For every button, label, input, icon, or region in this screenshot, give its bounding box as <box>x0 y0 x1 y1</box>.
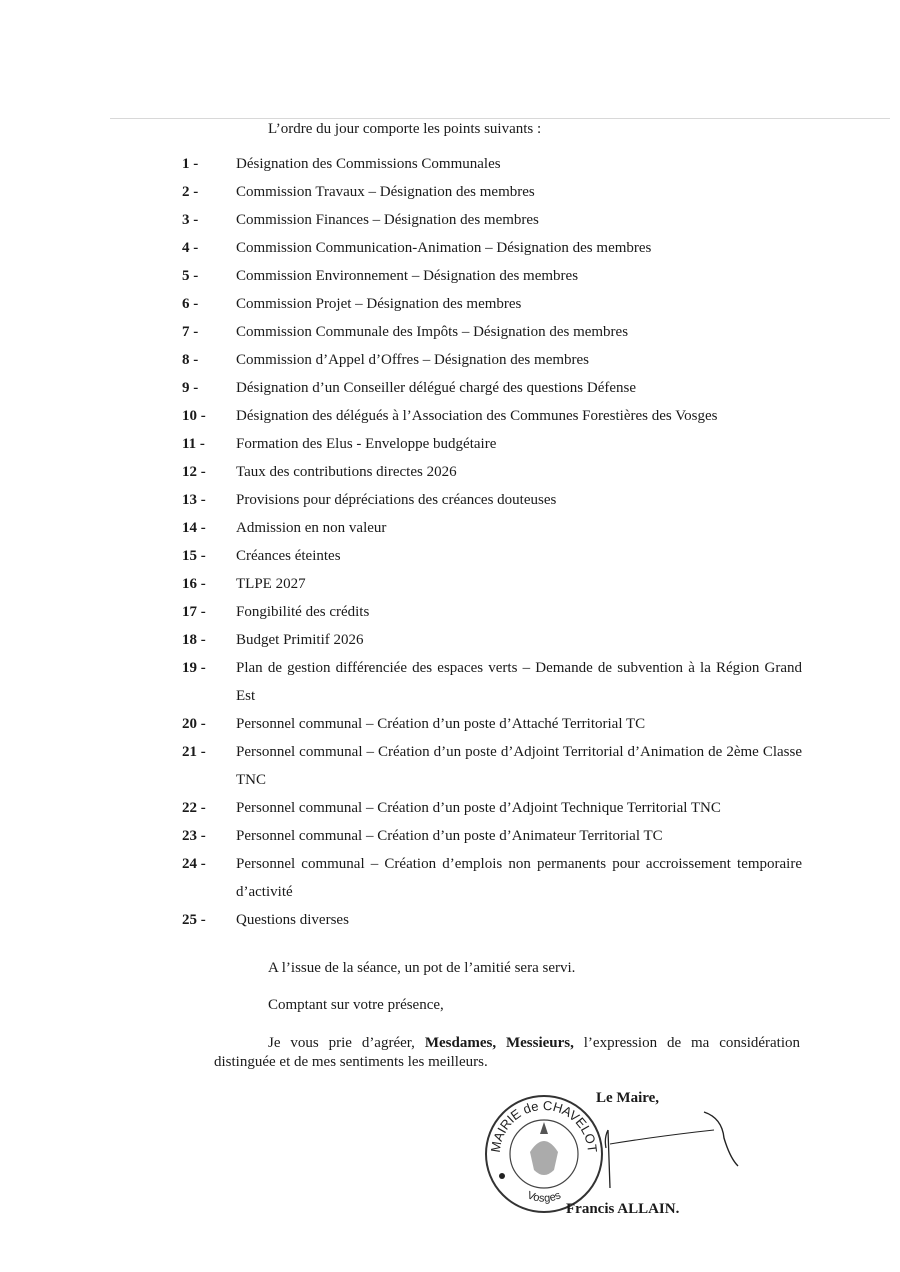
agenda-item-text: Fongibilité des crédits <box>236 604 370 620</box>
agenda-item-text: Personnel communal – Création d’un poste d’Adjoint Territorial d’Animation de 2ème Classe TNC <box>236 744 802 788</box>
agenda-item-text: Créances éteintes <box>236 548 341 564</box>
agenda-item <box>182 654 802 710</box>
agenda-item <box>182 430 802 458</box>
agenda-item-text: TLPE 2027 <box>236 576 306 592</box>
seal-top-text: MAIRIE de CHAVELOT <box>487 1097 601 1154</box>
agenda-item <box>182 514 802 542</box>
signature-scribble <box>596 1108 746 1198</box>
agenda-item-number: 20 - <box>182 716 206 732</box>
agenda-item <box>182 402 802 430</box>
agenda-item-number: 19 - <box>182 660 206 676</box>
agenda-item <box>182 486 802 514</box>
scan-artifact-line <box>110 118 890 119</box>
agenda-item-number: 16 - <box>182 576 206 592</box>
agenda-item-text: Personnel communal – Création d’un poste d’Animateur Territorial TC <box>236 828 663 844</box>
agenda-item-number: 3 - <box>182 212 199 228</box>
agenda-item-number: 23 - <box>182 828 206 844</box>
agenda-item-number: 5 - <box>182 268 199 284</box>
agenda-item-text: Commission Travaux – Désignation des membres <box>236 184 535 200</box>
salutation-post: l’expression de ma considération distinguée et de mes sentiments les meilleurs. <box>214 1035 801 1070</box>
agenda-item-number: 21 - <box>182 744 206 760</box>
agenda-list <box>182 150 802 934</box>
agenda-item-text: Commission d’Appel d’Offres – Désignation des membres <box>236 352 590 368</box>
mairie-seal-icon <box>482 1092 606 1216</box>
seal-bottom-text: Vosges <box>525 1189 563 1205</box>
agenda-item <box>182 710 802 738</box>
agenda-item <box>182 738 802 794</box>
agenda-item-text: Commission Communale des Impôts – Désignation des membres <box>236 324 629 340</box>
closing-pot: A l’issue de la séance, un pot de l’amitié sera servi. <box>268 960 576 976</box>
agenda-item <box>182 822 802 850</box>
agenda-item <box>182 626 802 654</box>
agenda-item-number: 8 - <box>182 352 199 368</box>
agenda-item-text: Commission Environnement – Désignation des membres <box>236 268 579 284</box>
agenda-item-text: Personnel communal – Création d’un poste d’Adjoint Technique Territorial TNC <box>236 800 721 816</box>
agenda-item-text: Taux des contributions directes 2026 <box>236 464 457 480</box>
agenda-item-number: 10 - <box>182 408 206 424</box>
agenda-item-number: 11 - <box>182 436 205 452</box>
agenda-item <box>182 374 802 402</box>
agenda-item-text: Budget Primitif 2026 <box>236 632 364 648</box>
agenda-item-number: 17 - <box>182 604 206 620</box>
agenda-item-number: 6 - <box>182 296 199 312</box>
agenda-item <box>182 598 802 626</box>
agenda-intro: L’ordre du jour comporte les points suivants : <box>268 121 542 137</box>
agenda-item-number: 25 - <box>182 912 206 928</box>
closing-salutation <box>214 1034 800 1072</box>
agenda-item <box>182 906 802 934</box>
agenda-item <box>182 206 802 234</box>
agenda-item-number: 15 - <box>182 548 206 564</box>
agenda-item <box>182 290 802 318</box>
agenda-item-text: Commission Finances – Désignation des membres <box>236 212 539 228</box>
agenda-item <box>182 234 802 262</box>
agenda-item-text: Désignation des Commissions Communales <box>236 156 501 172</box>
agenda-item-text: Commission Projet – Désignation des membres <box>236 296 522 312</box>
agenda-item-text: Commission Communication-Animation – Désignation des membres <box>236 240 652 256</box>
agenda-item-text: Provisions pour dépréciations des créances douteuses <box>236 492 557 508</box>
agenda-item <box>182 458 802 486</box>
agenda-item-number: 14 - <box>182 520 206 536</box>
agenda-item <box>182 262 802 290</box>
agenda-item-number: 18 - <box>182 632 206 648</box>
agenda-item-number: 9 - <box>182 380 199 396</box>
agenda-item-number: 13 - <box>182 492 206 508</box>
mayor-name: Francis ALLAIN. <box>566 1201 680 1217</box>
agenda-item <box>182 542 802 570</box>
salutation-bold: Mesdames, Messieurs, <box>424 1035 574 1051</box>
agenda-item <box>182 794 802 822</box>
agenda-item <box>182 318 802 346</box>
agenda-item-number: 2 - <box>182 184 199 200</box>
agenda-item <box>182 570 802 598</box>
agenda-item <box>182 850 802 906</box>
mayor-title: Le Maire, <box>596 1090 660 1106</box>
agenda-item-text: Personnel communal – Création d’emplois non permanents pour accroissement temporaire d’activité <box>236 856 802 900</box>
agenda-item <box>182 346 802 374</box>
agenda-item-text: Désignation des délégués à l’Association des Communes Forestières des Vosges <box>236 408 718 424</box>
agenda-item-number: 1 - <box>182 156 199 172</box>
agenda-item-text: Formation des Elus - Enveloppe budgétaire <box>236 436 497 452</box>
agenda-item-text: Questions diverses <box>236 912 349 928</box>
agenda-item <box>182 178 802 206</box>
agenda-item <box>182 150 802 178</box>
agenda-item-text: Désignation d’un Conseiller délégué chargé des questions Défense <box>236 380 637 396</box>
salutation-pre: Je vous prie d’agréer, <box>268 1035 415 1051</box>
agenda-item-number: 22 - <box>182 800 206 816</box>
closing-presence: Comptant sur votre présence, <box>268 997 444 1013</box>
agenda-item-text: Admission en non valeur <box>236 520 387 536</box>
agenda-item-number: 12 - <box>182 464 206 480</box>
agenda-item-number: 4 - <box>182 240 199 256</box>
agenda-item-number: 7 - <box>182 324 199 340</box>
agenda-item-text: Plan de gestion différenciée des espaces verts – Demande de subvention à la Région Grand Est <box>236 660 802 704</box>
agenda-item-text: Personnel communal – Création d’un poste d’Attaché Territorial TC <box>236 716 646 732</box>
agenda-item-number: 24 - <box>182 856 206 872</box>
